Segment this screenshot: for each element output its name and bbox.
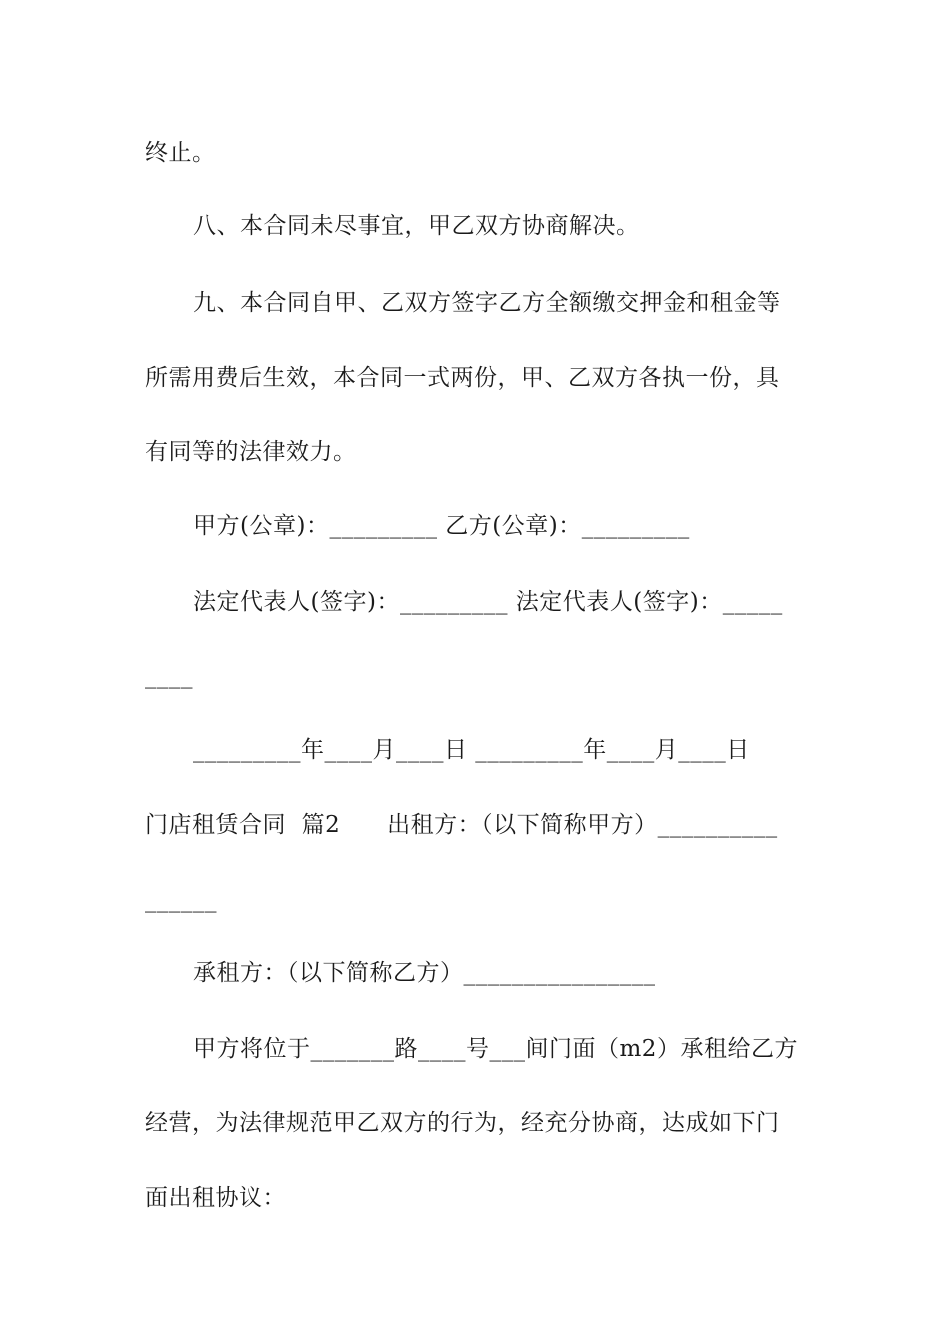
clause-9-line-2: 所需用费后生效，本合同一式两份，甲、乙双方各执一份，具 <box>145 365 780 391</box>
premises-line-3: 面出租协议： <box>145 1185 286 1211</box>
premises-line-1: 甲方将位于_______路____号___间门面（m2）承租给乙方 <box>193 1036 798 1062</box>
text-line-termination: 终止。 <box>145 140 216 166</box>
seal-line: 甲方(公章)：_________ 乙方(公章)：_________ <box>193 513 690 539</box>
premises-line-2: 经营，为法律规范甲乙双方的行为，经充分协商，达成如下门 <box>145 1110 780 1136</box>
date-line: _________年____月____日 _________年____月____日 <box>193 737 750 763</box>
clause-9-line-3: 有同等的法律效力。 <box>145 439 357 465</box>
clause-9-line-1: 九、本合同自甲、乙双方签字乙方全额缴交押金和租金等 <box>193 290 781 316</box>
legal-representative-continuation: ____ <box>145 663 193 689</box>
legal-representative-line: 法定代表人(签字)：_________ 法定代表人(签字)：_____ <box>193 589 783 615</box>
lessee-line: 承租方：（以下简称乙方）________________ <box>193 960 656 986</box>
lessor-blank-continuation: ______ <box>145 887 217 913</box>
contract-2-title-lessor: 门店租赁合同 篇2 出租方：（以下简称甲方）__________ <box>145 812 778 838</box>
clause-8: 八、本合同未尽事宜，甲乙双方协商解决。 <box>193 213 640 239</box>
